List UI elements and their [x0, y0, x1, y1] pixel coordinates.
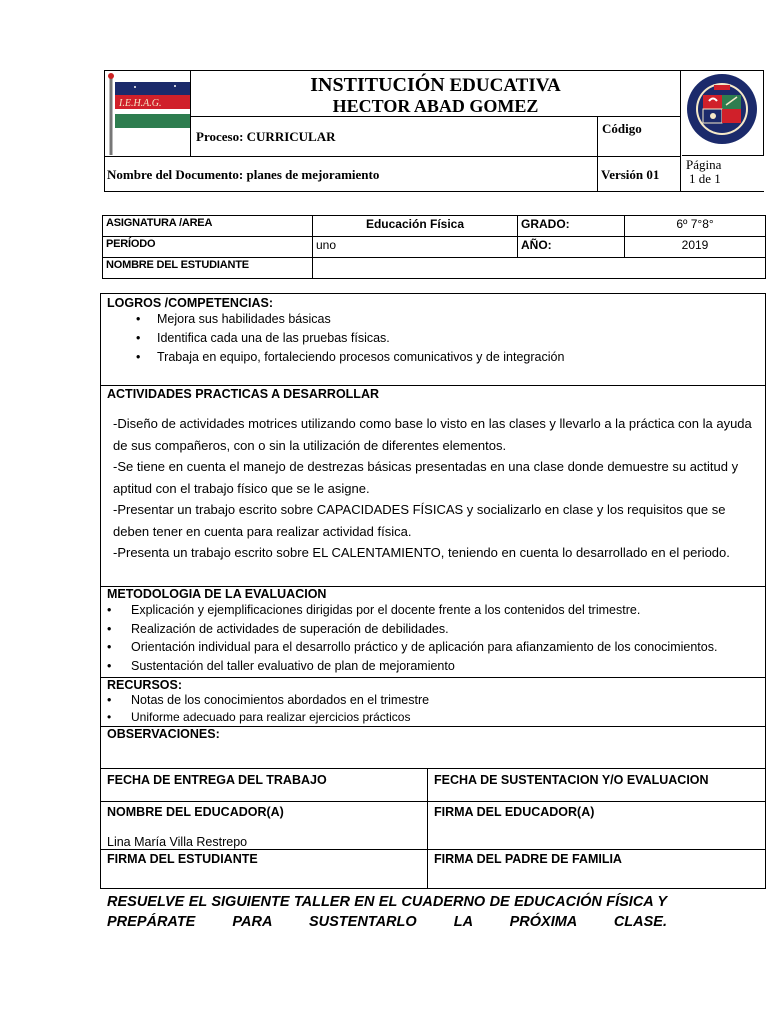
periodo-value: uno — [313, 237, 518, 258]
institution-flag-logo — [105, 71, 191, 157]
firma-estudiante-label: FIRMA DEL ESTUDIANTE — [101, 850, 428, 889]
firma-padre-label: FIRMA DEL PADRE DE FAMILIA — [428, 850, 766, 889]
observaciones-title: OBSERVACIONES: — [107, 727, 220, 741]
list-item: • Uniforme adecuado para realizar ejercicios prácticos — [103, 709, 759, 726]
title-line-2: HECTOR ABAD GOMEZ — [332, 96, 539, 116]
list-item: • Realización de actividades de superación de debilidades. — [103, 620, 759, 639]
asignatura-label: ASIGNATURA /AREA — [103, 216, 313, 237]
grado-label: GRADO: — [518, 216, 625, 237]
list-item: -Presentar un trabajo escrito sobre CAPACIDADES FÍSICAS y socializarlo en clase y los requisitos que se deben tener en cuenta para realizar actividad física. — [113, 502, 726, 539]
metodologia-list — [103, 601, 759, 675]
document-header — [104, 70, 764, 192]
fecha-entrega-label: FECHA DE ENTREGA DEL TRABAJO — [101, 769, 428, 802]
list-item: -Presenta un trabajo escrito sobre EL CALENTAMIENTO, teniendo en cuenta lo desarrollado en el periodo. — [113, 545, 730, 560]
recursos-list — [103, 692, 759, 726]
list-item: • Identifica cada una de las pruebas físicas. — [107, 329, 759, 348]
actividades-list — [113, 401, 759, 564]
list-item: -Se tiene en cuenta el manejo de destrezas básicas presentadas en una clase donde demuestre su actitud y aptitud con el trabajo físico que se le asigne. — [113, 459, 739, 496]
flag-text: I.E.H.A.G. — [119, 98, 162, 109]
fecha-sustentacion-label: FECHA DE SUSTENTACION Y/O EVALUACION — [428, 769, 766, 802]
asignatura-value: Educación Física — [313, 216, 518, 237]
list-item: • Orientación individual para el desarrollo práctico y de aplicación para afianzamiento de los conocimientos. — [103, 638, 759, 657]
plan-table — [100, 293, 766, 889]
proceso-label: Proceso: CURRICULAR — [191, 117, 598, 157]
pagina-cell — [682, 155, 764, 191]
version-label: Versión 01 — [598, 157, 681, 192]
actividades-title: ACTIVIDADES PRACTICAS A DESARROLLAR — [107, 387, 379, 401]
recursos-section — [101, 678, 766, 727]
grado-value: 6º 7°8° — [625, 216, 766, 237]
metodologia-title: METODOLOGIA DE LA EVALUACION — [107, 587, 327, 601]
firma-educador-label: FIRMA DEL EDUCADOR(A) — [428, 802, 766, 850]
pagina-value: 1 de 1 — [689, 171, 721, 186]
logros-list — [107, 310, 759, 367]
recursos-title: RECURSOS: — [107, 678, 183, 692]
pagina-label: Página — [686, 157, 722, 172]
actividades-section — [101, 386, 766, 587]
title-cell — [191, 71, 681, 117]
subject-info-table — [102, 215, 766, 279]
list-item: • Explicación y ejemplificaciones dirigidas por el docente frente a los contenidos del trimestre. — [103, 601, 759, 620]
codigo-label: Código — [598, 117, 681, 157]
metodologia-section — [101, 587, 766, 678]
nombre-educador-value: Lina María Villa Restrepo — [107, 835, 248, 849]
anio-label: AÑO: — [518, 237, 625, 258]
periodo-label: PERÍODO — [103, 237, 313, 258]
title-line-1: INSTITUCIÓN EDUCATIVA — [310, 74, 561, 96]
estudiante-value — [313, 258, 766, 279]
document-name: Nombre del Documento: planes de mejoramiento — [105, 157, 598, 192]
list-item: • Mejora sus habilidades básicas — [107, 310, 759, 329]
list-item: • Sustentación del taller evaluativo de plan de mejoramiento — [103, 657, 759, 676]
nombre-educador-cell — [101, 802, 428, 850]
estudiante-label: NOMBRE DEL ESTUDIANTE — [103, 258, 313, 279]
list-item: • Notas de los conocimientos abordados en el trimestre — [103, 692, 759, 709]
observaciones-section — [101, 727, 766, 769]
logros-section — [101, 294, 766, 386]
logros-title: LOGROS /COMPETENCIAS: — [107, 296, 273, 310]
list-item: -Diseño de actividades motrices utilizando como base lo visto en las clases y llevarlo a la práctica con la ayuda de sus compañeros, con o sin la utilización de diferentes elementos. — [113, 416, 752, 453]
anio-value: 2019 — [625, 237, 766, 258]
list-item: • Trabaja en equipo, fortaleciendo procesos comunicativos y de integración — [107, 348, 759, 367]
nombre-educador-label: NOMBRE DEL EDUCADOR(A) — [107, 805, 284, 819]
final-instruction-note: RESUELVE EL SIGUIENTE TALLER EN EL CUADERNO DE EDUCACIÓN FÍSICA Y PREPÁRATE PARA SUSTENTARLO LA PRÓXIMA CLASE. — [107, 894, 667, 930]
